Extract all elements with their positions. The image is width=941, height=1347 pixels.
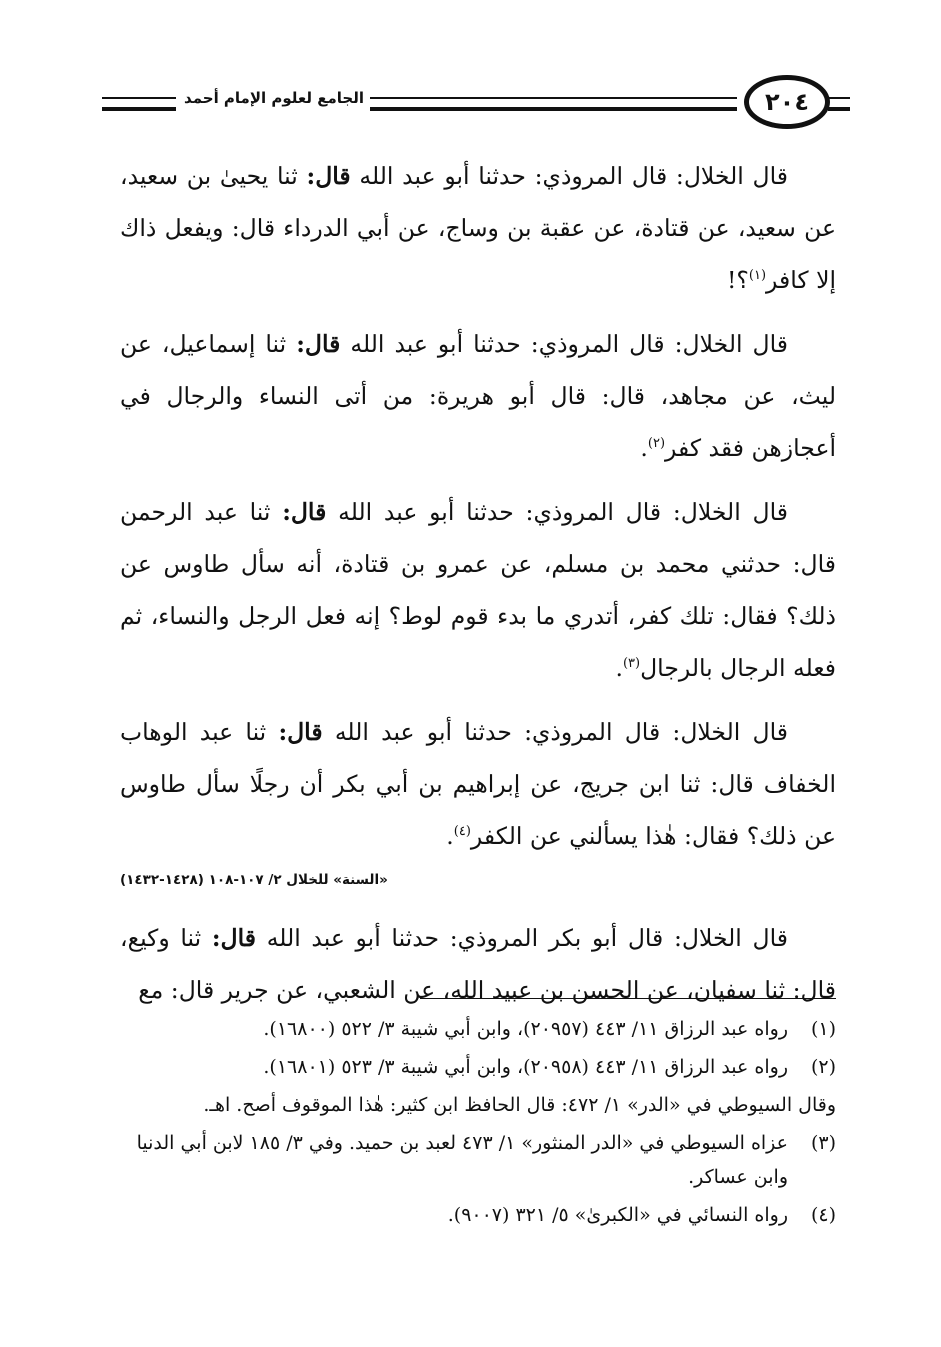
- footnote-number: (٣): [810, 1132, 836, 1154]
- footnote-number: (٢): [810, 1056, 836, 1078]
- para-bold-keyword: قال:: [278, 718, 323, 746]
- running-title: الجامع لعلوم الإمام أحمد: [184, 89, 364, 107]
- source-reference: «السنة» للخلال ٢/ ١٠٧-١٠٨ (١٤٢٨-١٤٣٢): [120, 872, 388, 888]
- para-end: .: [640, 434, 648, 462]
- footnote-3: [120, 1126, 836, 1194]
- footnote-number: (٤): [810, 1204, 836, 1226]
- footnote-ref: (٤): [453, 824, 471, 840]
- footnote-ref: (٢): [647, 436, 666, 452]
- para-lead: قال الخلال: قال المروذي: حدثنا أبو عبد الله: [359, 162, 788, 190]
- para-lead: قال الخلال: قال المروذي: حدثنا أبو عبد الله: [338, 498, 788, 526]
- paragraph-4: [120, 706, 836, 862]
- footnote-text: رواه عبد الرزاق ١١/ ٤٤٣ (٢٠٩٥٧)، وابن أبي شيبة ٣/ ٥٢٢ (١٦٨٠٠).: [263, 1018, 788, 1040]
- paragraph-2: [120, 318, 836, 474]
- footnotes: [120, 1012, 836, 1236]
- para-text: ثنا وكيع، قال: ثنا سفيان، عن الحسن بن عبيد الله، عن الشعبي، عن جرير قال: مع: [120, 924, 836, 1004]
- footnote-4: [120, 1198, 836, 1232]
- page-number-badge: [744, 75, 830, 129]
- footnote-separator: [420, 998, 836, 999]
- para-bold-keyword: قال:: [211, 924, 257, 952]
- para-end: .: [615, 654, 623, 682]
- header-rule-right: [828, 97, 850, 111]
- paragraph-1: [120, 150, 836, 306]
- footnote-text: رواه النسائي في «الكبرىٰ» ٥/ ٣٢١ (٩٠٠٧).: [447, 1204, 788, 1226]
- para-text: ثنا عبد الرحمن قال: حدثني محمد بن مسلم، عن عمرو بن قتادة، أنه سأل طاوس عن ذلك؟ فقال: تلك كفر، أتدري ما بدء قوم لوط؟ إنه فعل الرجل والنساء، ثم فعله الرجال بالرجال: [120, 498, 836, 682]
- page-number: ٢٠٤: [765, 88, 809, 116]
- footnote-ref: (١): [748, 268, 767, 284]
- header-rule-middle: [370, 97, 737, 111]
- main-text: [120, 150, 836, 1028]
- para-lead: قال الخلال: قال أبو بكر المروذي: حدثنا أبو عبد الله: [266, 924, 788, 952]
- paragraph-3: [120, 486, 836, 694]
- footnote-text: رواه عبد الرزاق ١١/ ٤٤٣ (٢٠٩٥٨)، وابن أبي شيبة ٣/ ٥٢٣ (١٦٨٠١).: [263, 1056, 788, 1078]
- footnote-ref: (٣): [622, 656, 641, 672]
- para-bold-keyword: قال:: [306, 162, 351, 190]
- para-lead: قال الخلال: قال المروذي: حدثنا أبو عبد الله: [334, 718, 788, 746]
- para-text: ثنا عبد الوهاب الخفاف قال: ثنا ابن جريج، عن إبراهيم بن أبي بكر أن رجلًا سأل طاوس عن ذلك؟ فقال: هٰذا يسألني عن الكفر: [120, 718, 836, 850]
- para-bold-keyword: قال:: [296, 330, 341, 358]
- footnote-number: (١): [810, 1018, 836, 1040]
- footnote-2: [120, 1050, 836, 1084]
- para-bold-keyword: قال:: [282, 498, 327, 526]
- page-header: [100, 72, 852, 136]
- para-text: ثنا يحيىٰ بن سعيد، عن سعيد، عن قتادة، عن عقبة بن وساج، عن أبي الدرداء قال: ويفعل ذاك إلا كافر: [120, 162, 836, 294]
- para-text: ثنا إسماعيل، عن ليث، عن مجاهد، قال: قال أبو هريرة: من أتى النساء والرجال في أعجازهن فقد كفر: [120, 330, 836, 462]
- para-end: .: [446, 822, 454, 850]
- footnote-text: عزاه السيوطي في «الدر المنثور» ١/ ٤٧٣ لعبد بن حميد. وفي ٣/ ١٨٥ لابن أبي الدنيا وابن عساكر.: [136, 1132, 788, 1188]
- header-rule-left: [102, 97, 176, 111]
- paragraph-5: [120, 912, 836, 1016]
- footnote-2-continuation: وقال السيوطي في «الدر» ١/ ٤٧٢: قال الحافظ ابن كثير: هٰذا الموقوف أصح. اهـ.: [203, 1094, 836, 1116]
- para-lead: قال الخلال: قال المروذي: حدثنا أبو عبد الله: [350, 330, 788, 358]
- para-end: ؟!: [726, 266, 749, 294]
- footnote-1: [120, 1012, 836, 1046]
